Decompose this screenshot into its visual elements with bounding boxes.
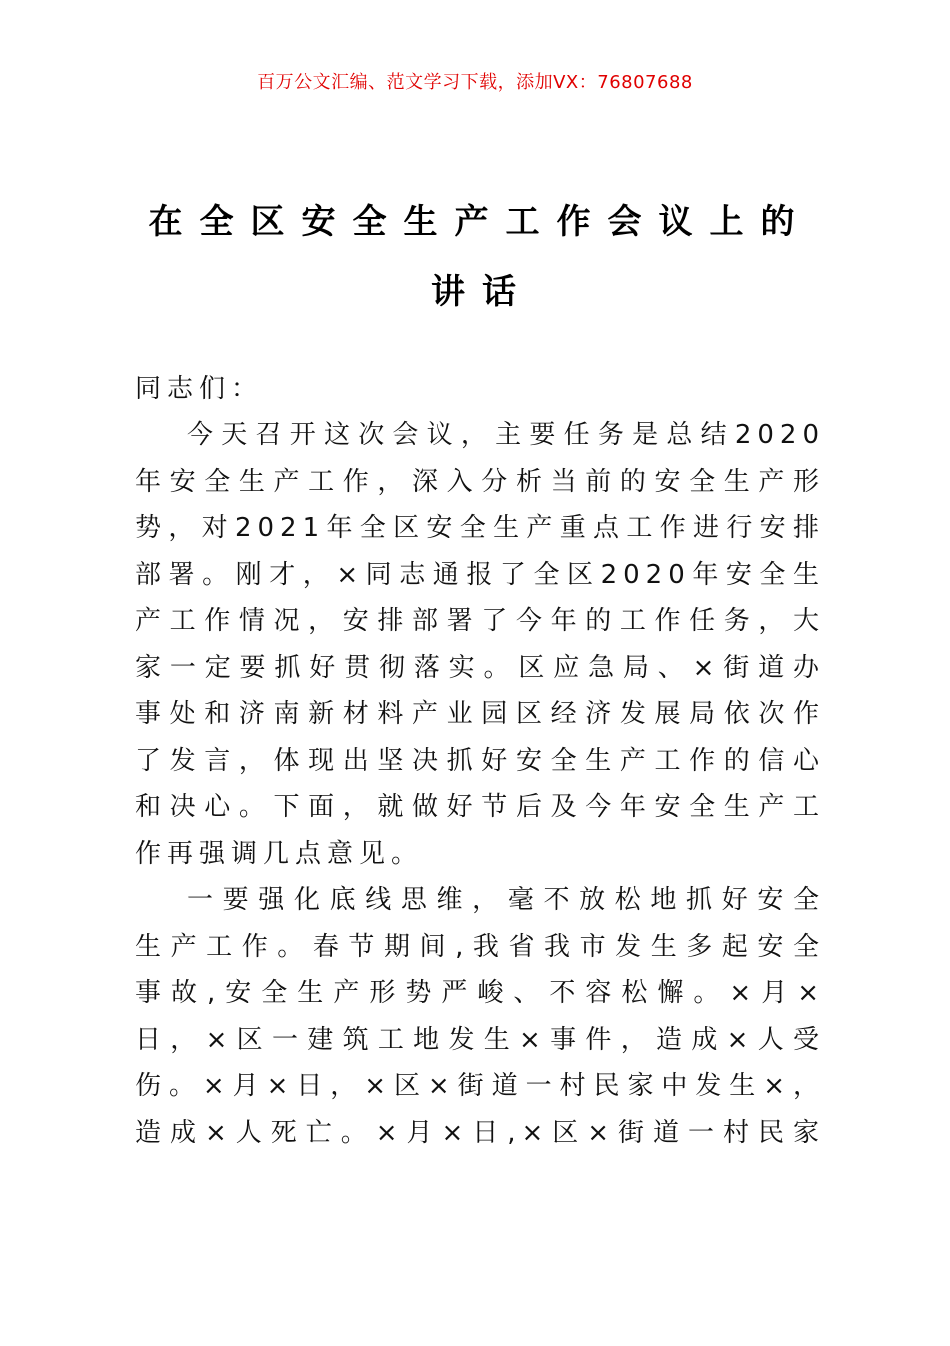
document-title-line-2: 讲话 <box>431 272 533 312</box>
paragraph-line: 家一定要抓好贯彻落实。区应急局、×街道办 <box>135 652 825 683</box>
paragraph-line: 造成×人死亡。×月×日,×区×街道一村民家 <box>135 1117 825 1148</box>
paragraph-2 <box>135 877 825 1156</box>
paragraph-line: 事故,安全生产形势严峻、不容松懈。×月× <box>135 978 825 1008</box>
paragraph-line: 年安全生产工作，深入分析当前的安全生产形 <box>135 466 825 497</box>
document-title-line-1: 在全区安全生产工作会议上的 <box>148 202 812 242</box>
paragraph-line: 事处和济南新材料产业园区经济发展局依次作 <box>135 699 825 729</box>
paragraph-line: 部署。刚才，×同志通报了全区2020年安全生 <box>135 559 825 590</box>
paragraph-line: 了发言，体现出坚决抓好安全生产工作的信心 <box>135 745 825 776</box>
paragraph-line: 势，对2021年全区安全生产重点工作进行安排 <box>135 513 825 543</box>
paragraph-line: 和决心。下面，就做好节后及今年安全生产工 <box>135 792 825 822</box>
header-banner[interactable]: 百万公文汇编、范文学习下载，添加VX：76807688 <box>257 72 693 93</box>
paragraph-line: 一要强化底线思维，毫不放松地抓好安全 <box>187 885 825 915</box>
paragraph-line: 今天召开这次会议，主要任务是总结2020 <box>187 420 825 450</box>
paragraph-line: 日，×区一建筑工地发生×事件，造成×人受 <box>135 1024 825 1055</box>
paragraph-line: 产工作情况，安排部署了今年的工作任务，大 <box>135 606 825 636</box>
paragraph-line: 生产工作。春节期间,我省我市发生多起安全 <box>135 931 825 962</box>
paragraph-line: 伤。×月×日，×区×街道一村民家中发生×， <box>135 1071 825 1101</box>
paragraph-1 <box>135 412 825 877</box>
salutation <box>135 366 825 413</box>
salutation-text: 同志们： <box>135 374 264 404</box>
paragraph-line: 作再强调几点意见。 <box>135 838 424 869</box>
